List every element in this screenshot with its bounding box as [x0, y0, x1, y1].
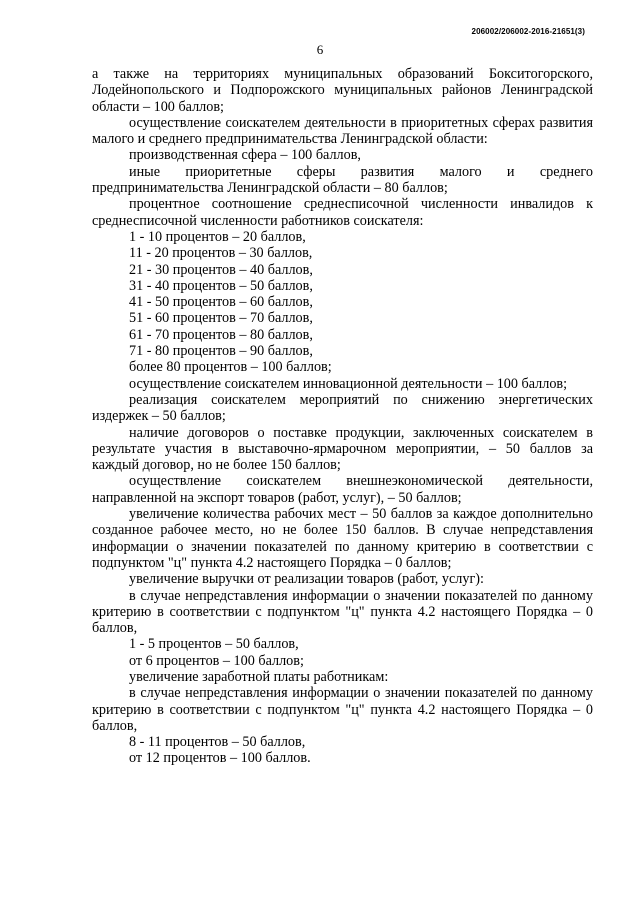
list-item: более 80 процентов – 100 баллов; — [129, 359, 332, 376]
paragraph: увеличение количества рабочих мест – 50 баллов за каждое дополнительно созданное рабочее место, но не более 150 баллов. В случае непредставления информации о значении показателей по данному критерию в соответствии с подпунктом "ц" пункта 4.2 настоящего Порядка – 0 баллов; — [92, 506, 593, 571]
list-item: 1 - 10 процентов – 20 баллов, — [129, 228, 306, 245]
paragraph: осуществление соискателем инновационной деятельности – 100 баллов; — [129, 375, 568, 392]
list-item: 1 - 5 процентов – 50 баллов, — [129, 636, 299, 653]
document-body — [92, 66, 593, 767]
list-item: 31 - 40 процентов – 50 баллов, — [129, 277, 313, 294]
paragraph: процентное соотношение среднесписочной численности инвалидов к среднесписочной численности работников соискателя: — [92, 196, 593, 229]
list-item: 11 - 20 процентов – 30 баллов, — [129, 245, 313, 262]
paragraph: увеличение заработной платы работникам: — [129, 668, 389, 685]
list-item: 21 - 30 процентов – 40 баллов, — [129, 261, 313, 278]
paragraph: осуществление соискателем внешнеэкономической деятельности, направленной на экспорт товаров (работ, услуг), – 50 баллов; — [92, 473, 593, 506]
paragraph: осуществление соискателем деятельности в приоритетных сферах развития малого и среднего предпринимательства Ленинградской области: — [92, 114, 593, 148]
list-item: от 12 процентов – 100 баллов. — [129, 750, 311, 767]
paragraph: производственная сфера – 100 баллов, — [129, 147, 361, 164]
list-item: 8 - 11 процентов – 50 баллов, — [129, 734, 306, 751]
list-item: от 6 процентов – 100 баллов; — [129, 652, 304, 669]
list-item: 41 - 50 процентов – 60 баллов, — [129, 294, 313, 311]
paragraph: в случае непредставления информации о значении показателей по данному критерию в соответствии с подпунктом "ц" пункта 4.2 настоящего Порядка – 0 баллов, — [92, 685, 593, 734]
list-item: 71 - 80 процентов – 90 баллов, — [129, 343, 313, 360]
page-number: 6 — [316, 42, 324, 57]
list-item: 51 - 60 процентов – 70 баллов, — [129, 310, 313, 327]
paragraph: реализация соискателем мероприятий по снижению энергетических издержек – 50 баллов; — [92, 391, 593, 425]
paragraph: в случае непредставления информации о значении показателей по данному критерию в соответствии с подпунктом "ц" пункта 4.2 настоящего Порядка – 0 баллов, — [92, 587, 593, 637]
list-item: 61 - 70 процентов – 80 баллов, — [129, 326, 313, 343]
paragraph: иные приоритетные сферы развития малого и среднего предпринимательства Ленинградской области – 80 баллов; — [92, 163, 593, 197]
paragraph: наличие договоров о поставке продукции, заключенных соискателем в результате участия в выставочно-ярмарочном мероприятии, – 50 баллов за каждый договор, но не более 150 баллов; — [92, 424, 593, 474]
document-id: 206002/206002-2016-21651(3) — [471, 27, 585, 36]
paragraph: увеличение выручки от реализации товаров (работ, услуг): — [129, 571, 484, 588]
paragraph: а также на территориях муниципальных образований Бокситогорского, Лодейнопольского и Подпорожского муниципальных районов Ленинградской области – 100 баллов; — [92, 66, 593, 115]
